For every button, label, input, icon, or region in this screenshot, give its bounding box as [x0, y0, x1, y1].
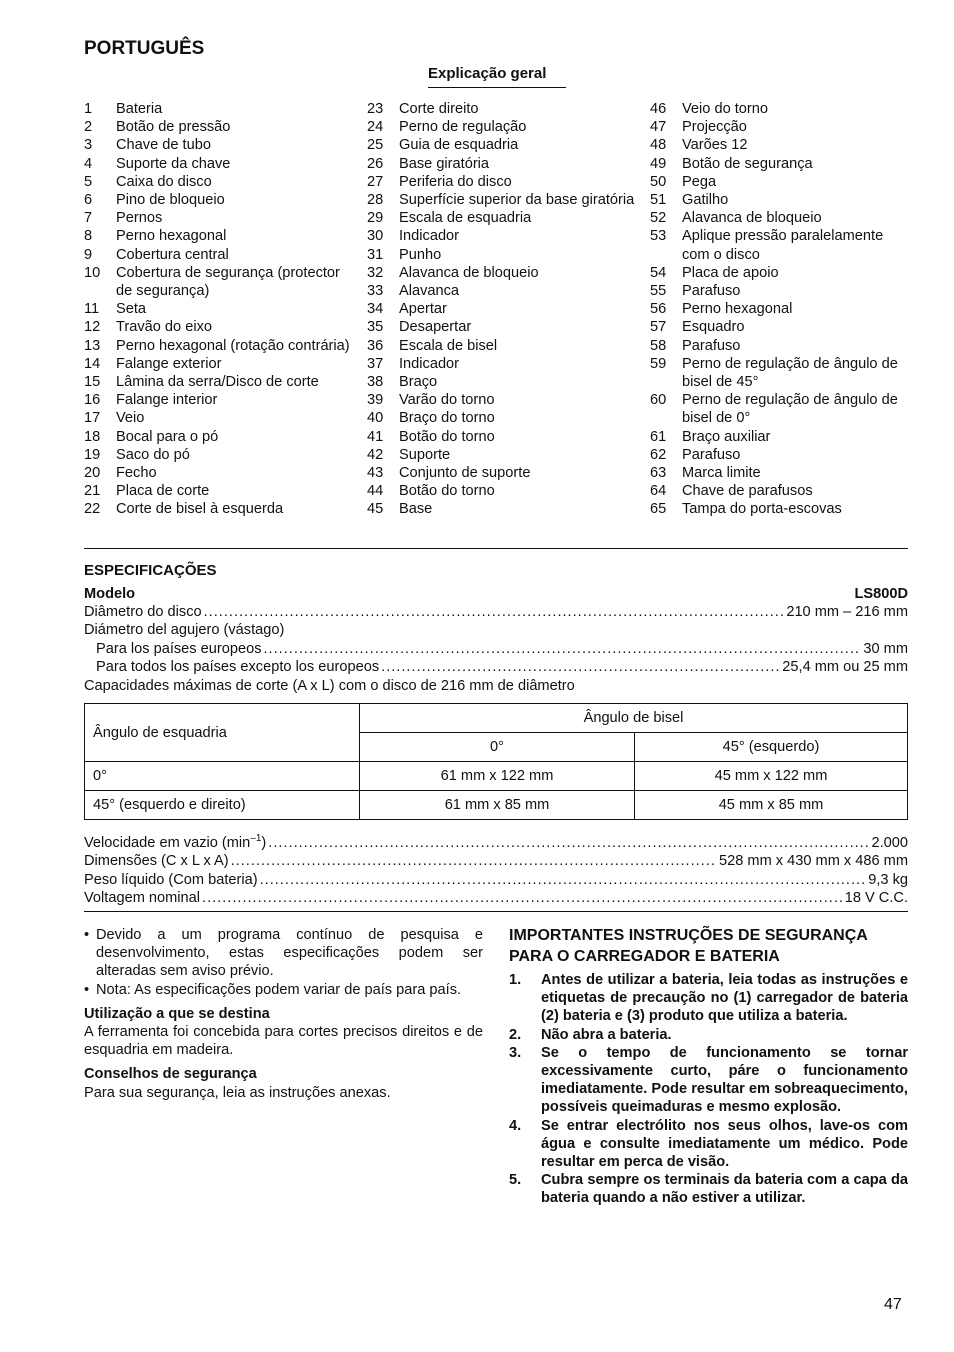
language-heading: PORTUGUÊS: [84, 38, 205, 59]
specs-heading: ESPECIFICAÇÕES: [84, 562, 217, 579]
item-text: Seta: [116, 301, 147, 318]
item-number: 7: [84, 210, 93, 227]
bullet-icon: •: [84, 981, 90, 998]
item-text: Alavanca de bloqueio: [682, 210, 822, 227]
divider: [84, 911, 908, 912]
item-number: 2: [84, 119, 93, 136]
spec-lines-bottom: [84, 830, 908, 907]
item-number: 44: [367, 483, 384, 500]
item-number: 60: [650, 392, 667, 409]
list-item: • Nota: As especificações podem variar de país para país.: [84, 981, 462, 998]
list-item: • Devido a um programa contínuo de pesquisa e desenvolvimento, estas especificações podem ser alteradas sem aviso prévio.: [84, 927, 483, 980]
page-number: 47: [884, 1296, 902, 1313]
speed-value: 2.000: [871, 834, 908, 851]
bullet-icon: •: [84, 927, 90, 943]
item-number: 33: [367, 283, 384, 300]
item-number: 45: [367, 501, 384, 518]
item-number: 41: [367, 428, 384, 445]
item-text: Perno de regulação de ângulo de bisel de 45°: [682, 355, 898, 391]
item-text: Indicador: [399, 228, 460, 245]
item-text: Gatilho: [682, 192, 729, 209]
instruction-item: [509, 1117, 908, 1172]
part-item: [650, 464, 908, 482]
part-item: [84, 391, 354, 409]
part-item: [84, 100, 354, 118]
part-item: [84, 191, 354, 209]
item-number: 21: [84, 483, 101, 500]
capacity-label: Capacidades máximas de corte (A x L) com o disco de 216 mm de diâmetro: [84, 677, 575, 694]
weight-label: Peso líquido (Com bateria): [84, 871, 258, 888]
item-number: 38: [367, 374, 384, 391]
dimensions-row: [84, 852, 908, 870]
item-text: Veio do torno: [682, 101, 769, 117]
item-text: Marca limite: [682, 465, 761, 482]
item-text: Corte direito: [399, 101, 479, 117]
disc-diameter-value: 210 mm – 216 mm: [786, 604, 908, 620]
item-text: Fecho: [116, 465, 157, 482]
part-item: [367, 282, 637, 300]
item-text: Pega: [682, 173, 717, 190]
item-number: 55: [650, 283, 667, 300]
item-text: Caixa do disco: [116, 173, 212, 190]
part-item: [650, 446, 908, 464]
item-number: 36: [367, 337, 384, 354]
part-item: [84, 173, 354, 191]
item-text: Braço auxiliar: [682, 428, 771, 445]
part-item: [367, 136, 637, 154]
item-text: Lâmina da serra/Disco de corte: [116, 374, 319, 391]
part-item: [367, 227, 637, 245]
item-text: Botão do torno: [399, 483, 495, 500]
part-item: [650, 155, 908, 173]
instruction-item: [509, 971, 908, 1026]
item-text: Parafuso: [682, 446, 741, 463]
item-text: Falange exterior: [116, 355, 222, 372]
item-text: Pino de bloqueio: [116, 192, 225, 209]
item-number: 25: [367, 137, 384, 154]
section-title: Explicação geral: [428, 65, 566, 88]
item-text: Botão de pressão: [116, 119, 231, 136]
item-text: Perno hexagonal: [116, 228, 227, 245]
part-item: [367, 191, 637, 209]
item-number: 1: [84, 101, 93, 117]
part-item: [84, 209, 354, 227]
model-row: [84, 586, 908, 602]
item-number: 42: [367, 446, 384, 463]
item-text: Bocal para o pó: [116, 428, 219, 445]
item-number: 34: [367, 301, 384, 318]
item-text: Perno hexagonal: [682, 301, 793, 318]
weight-value: 9,3 kg: [868, 871, 908, 888]
item-number: 51: [650, 192, 667, 209]
item-number: 48: [650, 137, 667, 154]
part-item: [367, 482, 637, 500]
dimensions-label: Dimensões (C x L x A): [84, 853, 229, 870]
part-item: [367, 100, 637, 118]
item-number: 50: [650, 173, 667, 190]
item-number: 62: [650, 446, 667, 463]
item-number: 15: [84, 374, 101, 391]
item-number: 20: [84, 465, 101, 482]
item-number: 3: [84, 137, 93, 154]
item-text: Corte de bisel à esquerda: [116, 501, 284, 518]
item-text: Alavanca de bloqueio: [399, 264, 539, 281]
item-text: Se entrar electrólito nos seus olhos, lave-os com água e consulte imediatamente um médico. Pode resultar em perca de visão.: [541, 1117, 908, 1171]
intended-use-heading: Utilização a que se destina: [84, 1005, 270, 1022]
item-text: Pernos: [116, 210, 163, 227]
item-text: Travão do eixo: [116, 319, 212, 336]
part-item: [84, 409, 354, 427]
notes-column: [84, 926, 483, 1102]
part-item: [84, 318, 354, 336]
item-text: Tampa do porta-escovas: [682, 501, 842, 518]
dimensions-value: 528 mm x 430 mm x 486 mm: [719, 853, 908, 870]
item-text: Base giratória: [399, 155, 490, 172]
item-number: 12: [84, 319, 101, 336]
item-text: Parafuso: [682, 283, 741, 300]
item-number: 29: [367, 210, 384, 227]
item-text: Chave de parafusos: [682, 483, 813, 500]
part-item: [650, 264, 908, 282]
item-number: 11: [84, 301, 100, 318]
item-number: 40: [367, 410, 384, 427]
part-item: [650, 173, 908, 191]
item-number: 1.: [509, 972, 522, 988]
voltage-row: [84, 889, 908, 907]
non-eu-value: 25,4 mm ou 25 mm: [782, 659, 908, 676]
item-number: 19: [84, 446, 101, 463]
part-item: [84, 118, 354, 136]
item-number: 52: [650, 210, 667, 227]
part-item: [650, 500, 908, 518]
item-number: 31: [367, 246, 384, 263]
part-item: [367, 373, 637, 391]
item-text: Esquadro: [682, 319, 745, 336]
item-text: Bateria: [116, 101, 163, 117]
item-number: 35: [367, 319, 384, 336]
item-text: Placa de corte: [116, 483, 210, 500]
item-text: Varões 12: [682, 137, 748, 154]
item-text: Antes de utilizar a bateria, leia todas as instruções e etiquetas de precaução no (1) carregador de bateria (2) bateria e (3) produto que utiliza a bateria.: [541, 972, 908, 1025]
important-list: [509, 971, 908, 1208]
bevel-45-cell: 45 mm x 85 mm: [635, 791, 908, 820]
part-item: [650, 136, 908, 154]
disc-diameter-label: Diâmetro do disco: [84, 604, 202, 620]
miter-cell: 45° (esquerdo e direito): [85, 791, 360, 820]
item-text: Alavanca: [399, 283, 460, 300]
item-text: Indicador: [399, 355, 460, 372]
capacity-table: [84, 703, 908, 820]
item-text: Chave de tubo: [116, 137, 211, 154]
part-item: [367, 355, 637, 373]
item-text: Não abra a bateria.: [541, 1026, 672, 1043]
eu-row: [84, 640, 908, 658]
item-number: 10: [84, 264, 101, 281]
part-item: [84, 464, 354, 482]
item-text: Varão do torno: [399, 392, 495, 409]
item-text: Escala de esquadria: [399, 210, 532, 227]
part-item: [650, 355, 908, 391]
item-text: Conjunto de suporte: [399, 465, 531, 482]
item-text: Superfície superior da base giratória: [399, 192, 635, 209]
safety-text: Para sua segurança, leia as instruções anexas.: [84, 1084, 391, 1101]
part-item: [84, 373, 354, 391]
item-number: 2.: [509, 1026, 522, 1043]
weight-row: [84, 871, 908, 889]
item-number: 4: [84, 155, 93, 172]
item-number: 65: [650, 501, 667, 518]
part-item: [650, 391, 908, 427]
part-item: [84, 246, 354, 264]
item-text: Botão de segurança: [682, 155, 813, 172]
part-item: [650, 300, 908, 318]
item-number: 5: [84, 173, 93, 190]
model-value: LS800D: [854, 586, 908, 602]
part-item: [650, 337, 908, 355]
part-item: [367, 300, 637, 318]
model-label: Modelo: [84, 586, 136, 602]
part-item: [650, 482, 908, 500]
voltage-label: Voltagem nominal: [84, 890, 201, 907]
item-number: 8: [84, 228, 93, 245]
speed-row: [84, 830, 908, 852]
part-item: [367, 500, 637, 518]
part-item: [84, 155, 354, 173]
part-item: [84, 264, 354, 300]
eu-value: 30 mm: [863, 640, 908, 657]
part-item: [650, 191, 908, 209]
part-item: [84, 337, 354, 355]
parts-list-col3: [650, 100, 908, 519]
item-number: 64: [650, 483, 667, 500]
item-number: 56: [650, 301, 667, 318]
item-number: 14: [84, 355, 101, 372]
item-number: 4.: [509, 1117, 522, 1134]
item-text: Desapertar: [399, 319, 472, 336]
item-number: 28: [367, 192, 384, 209]
item-number: 46: [650, 101, 667, 117]
item-number: 59: [650, 355, 667, 372]
miter-header: Ângulo de esquadria: [85, 704, 360, 762]
item-number: 32: [367, 264, 384, 281]
item-text: Cubra sempre os terminais da bateria com a capa da bateria quando a não estiver a utilizar.: [541, 1172, 908, 1207]
item-number: 27: [367, 173, 384, 190]
item-text: Parafuso: [682, 337, 741, 354]
part-item: [84, 355, 354, 373]
part-item: [367, 464, 637, 482]
item-number: 13: [84, 337, 101, 354]
item-number: 23: [367, 101, 384, 117]
item-text: Apertar: [399, 301, 447, 318]
item-number: 18: [84, 428, 101, 445]
item-text: Falange interior: [116, 392, 218, 409]
part-item: [367, 209, 637, 227]
item-number: 17: [84, 410, 101, 427]
item-number: 39: [367, 392, 384, 409]
item-text: Escala de bisel: [399, 337, 498, 354]
intended-use-text: A ferramenta foi concebida para cortes precisos direitos e de esquadria em madeira.: [84, 1024, 483, 1059]
item-text: Projecção: [682, 119, 747, 136]
bevel-0-cell: 61 mm x 122 mm: [360, 762, 635, 791]
item-text: Perno de regulação de ângulo de bisel de 0°: [682, 392, 898, 427]
part-item: [84, 446, 354, 464]
parts-list-col2: [367, 100, 637, 519]
part-item: [650, 428, 908, 446]
item-number: 6: [84, 192, 93, 209]
item-text: Cobertura central: [116, 246, 229, 263]
part-item: [367, 118, 637, 136]
item-text: Se o tempo de funcionamento se tornar excessivamente curto, páre o funcionamento imediatamente. Pode resultar em sobreaquecimento, possíveis queimaduras e mesmo explosão.: [541, 1044, 908, 1116]
item-number: 5.: [509, 1172, 522, 1189]
item-text: Placa de apoio: [682, 264, 779, 281]
voltage-value: 18 V C.C.: [844, 890, 908, 907]
item-text: Suporte: [399, 446, 451, 463]
item-text: Braço do torno: [399, 410, 495, 427]
item-text: Perno hexagonal (rotação contrária): [116, 337, 350, 354]
item-text: Saco do pó: [116, 446, 190, 463]
item-text: Perno de regulação: [399, 119, 527, 136]
item-number: 26: [367, 155, 384, 172]
non-eu-label: Para todos los países excepto los europeos: [96, 659, 380, 676]
part-item: [367, 337, 637, 355]
instruction-item: [509, 1026, 908, 1044]
table-row: [85, 762, 908, 791]
item-text: Veio: [116, 410, 145, 427]
part-item: [650, 100, 908, 118]
table-row: [85, 791, 908, 820]
item-text: Guia de esquadria: [399, 137, 519, 154]
item-number: 57: [650, 319, 667, 336]
item-number: 54: [650, 264, 667, 281]
part-item: [367, 428, 637, 446]
part-item: [367, 173, 637, 191]
part-item: [84, 136, 354, 154]
part-item: [650, 227, 908, 263]
speed-label: Velocidade em vazio $(\min^{-1})$: [84, 833, 267, 851]
part-item: [367, 318, 637, 336]
item-number: 47: [650, 119, 667, 136]
item-text: Suporte da chave: [116, 155, 231, 172]
part-item: [84, 500, 354, 518]
bevel-header: Ângulo de bisel: [360, 704, 908, 733]
part-item: [650, 282, 908, 300]
part-item: [84, 227, 354, 245]
part-item: [367, 246, 637, 264]
bevel-0-header: 0°: [360, 733, 635, 762]
part-item: [367, 155, 637, 173]
bevel-45-header: 45° (esquerdo): [635, 733, 908, 762]
item-number: 58: [650, 337, 667, 354]
instruction-item: [509, 1044, 908, 1117]
bevel-0-cell: 61 mm x 85 mm: [360, 791, 635, 820]
item-number: 49: [650, 155, 667, 172]
item-text: Aplique pressão paralelamente com o disco: [682, 228, 884, 263]
item-number: 9: [84, 246, 93, 263]
item-text: Botão do torno: [399, 428, 495, 445]
part-item: [650, 209, 908, 227]
item-number: 63: [650, 465, 667, 482]
part-item: [367, 264, 637, 282]
part-item: [84, 428, 354, 446]
instruction-item: [509, 1171, 908, 1207]
item-number: 37: [367, 355, 384, 372]
part-item: [84, 300, 354, 318]
disc-diameter-row: [84, 603, 908, 621]
important-heading: IMPORTANTES INSTRUÇÕES DE SEGURANÇA PARA O CARREGADOR E BATERIA: [509, 927, 868, 965]
item-text: Base: [399, 501, 433, 518]
hole-label: Diámetro del agujero (vástago): [84, 622, 285, 639]
item-text: Braço: [399, 374, 438, 391]
item-text: Punho: [399, 246, 442, 263]
bevel-45-cell: 45 mm x 122 mm: [635, 762, 908, 791]
item-number: 53: [650, 228, 667, 245]
item-text: Cobertura de segurança (protector de segurança): [116, 264, 340, 300]
item-number: 3.: [509, 1044, 522, 1061]
part-item: [650, 318, 908, 336]
part-item: [367, 446, 637, 464]
parts-list-col1: [84, 100, 354, 519]
item-number: 24: [367, 119, 384, 136]
item-number: 43: [367, 465, 384, 482]
part-item: [367, 391, 637, 409]
spec-lines-top: [84, 603, 908, 695]
eu-label: Para los países europeos: [96, 640, 262, 657]
item-text: Periferia do disco: [399, 173, 512, 190]
part-item: [650, 118, 908, 136]
safety-heading: Conselhos de segurança: [84, 1066, 257, 1083]
item-number: 22: [84, 501, 101, 518]
part-item: [367, 409, 637, 427]
item-number: 61: [650, 428, 667, 445]
important-column: [509, 926, 908, 1208]
part-item: [84, 482, 354, 500]
item-number: 30: [367, 228, 384, 245]
item-number: 16: [84, 392, 101, 409]
non-eu-row: [84, 658, 908, 676]
divider: [84, 548, 908, 549]
miter-cell: 0°: [85, 762, 360, 791]
